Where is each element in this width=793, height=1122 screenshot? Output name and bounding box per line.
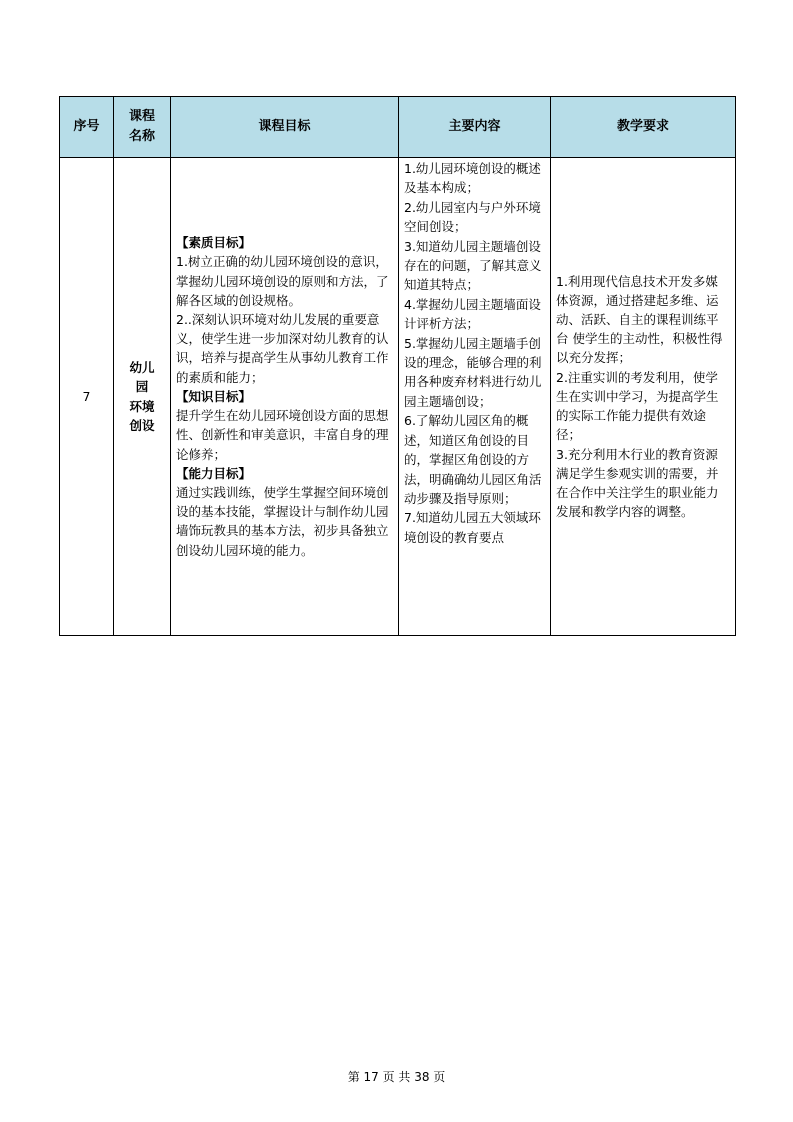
header-course-goals: 课程目标 <box>171 97 399 158</box>
requirement-item: 3.充分利用木行业的教育资源满足学生参观实训的需要，并在合作中关注学生的职业能力发展和教学内容的调整。 <box>556 446 719 520</box>
header-main-content: 主要内容 <box>399 97 551 158</box>
goal-heading-knowledge: 【知识目标】 <box>176 388 252 404</box>
content-item: 4.掌握幼儿园主题墙面设计评析方法； <box>404 296 541 332</box>
header-course-name <box>114 97 171 158</box>
course-name-line: 园 <box>135 379 149 395</box>
requirement-item: 2.注重实训的考发利用，使学生在实训中学习，为提高学生的实际工作能力提供有效途径； <box>556 369 719 443</box>
header-index: 序号 <box>60 97 114 158</box>
course-table <box>59 96 736 636</box>
row-teaching-requirements <box>551 158 736 636</box>
header-teaching-requirements: 教学要求 <box>551 97 736 158</box>
row-index: 7 <box>60 158 114 636</box>
row-course-goals <box>171 158 399 636</box>
goal-text: 通过实践训练，使学生掌握空间环境创设的基本技能，掌握设计与制作幼儿园墙饰玩教具的基本方法，初步具备独立创设幼儿园环境的能力。 <box>176 484 389 558</box>
goal-text: 提升学生在幼儿园环境创设方面的思想性、创新性和审美意识，丰富自身的理论修养； <box>176 408 389 462</box>
content-item: 5.掌握幼儿园主题墙手创设的理念，能够合理的利用各种废弃材料进行幼儿园主题墙创设； <box>404 335 542 409</box>
course-name-line: 创设 <box>129 417 155 433</box>
content-item: 3.知道幼儿园主题墙创设存在的问题，了解其意义 知道其特点； <box>404 238 542 293</box>
content-item: 2.幼儿园室内与户外环境空间创设； <box>404 199 541 235</box>
goal-heading-quality: 【素质目标】 <box>176 235 252 251</box>
header-course-name-text: 课程名称 <box>128 109 155 144</box>
goal-text: 1.树立正确的幼儿园环境创设的意识，掌握幼儿园环境创设的原则和方法，了解各区域的创设规格。 <box>176 254 389 308</box>
content-item: 1.幼儿园环境创设的概述及基本构成； <box>404 161 541 196</box>
content-item: 6.了解幼儿园区角的概述，知道区角创设的目的，掌握区角创设的方法，明确确幼儿园区角活动步骤及指导原则； <box>404 413 542 506</box>
content-item: 7.知道幼儿园五大领域环境创设的教育要点 <box>404 510 541 545</box>
course-name-line: 环境 <box>129 398 155 414</box>
goal-text: 2..深刻认识环境对幼儿发展的重要意义，使学生进一步加深对幼儿教育的认识，培养与提高学生从事幼儿教育工作的素质和能力； <box>176 312 389 385</box>
course-name-line: 幼儿 <box>129 360 155 376</box>
row-course-name <box>114 158 171 636</box>
requirement-item: 1.利用现代信息技术开发多媒体资源，通过搭建起多维、运动、活跃、自主的课程训练平台 使学生的主动性，积极性得以充分发挥； <box>556 273 723 366</box>
header-row <box>60 97 736 158</box>
table-row <box>60 158 736 636</box>
row-main-content <box>399 158 551 636</box>
page-footer: 第 17 页 共 38 页 <box>347 1070 446 1084</box>
goal-heading-ability: 【能力目标】 <box>176 465 252 481</box>
